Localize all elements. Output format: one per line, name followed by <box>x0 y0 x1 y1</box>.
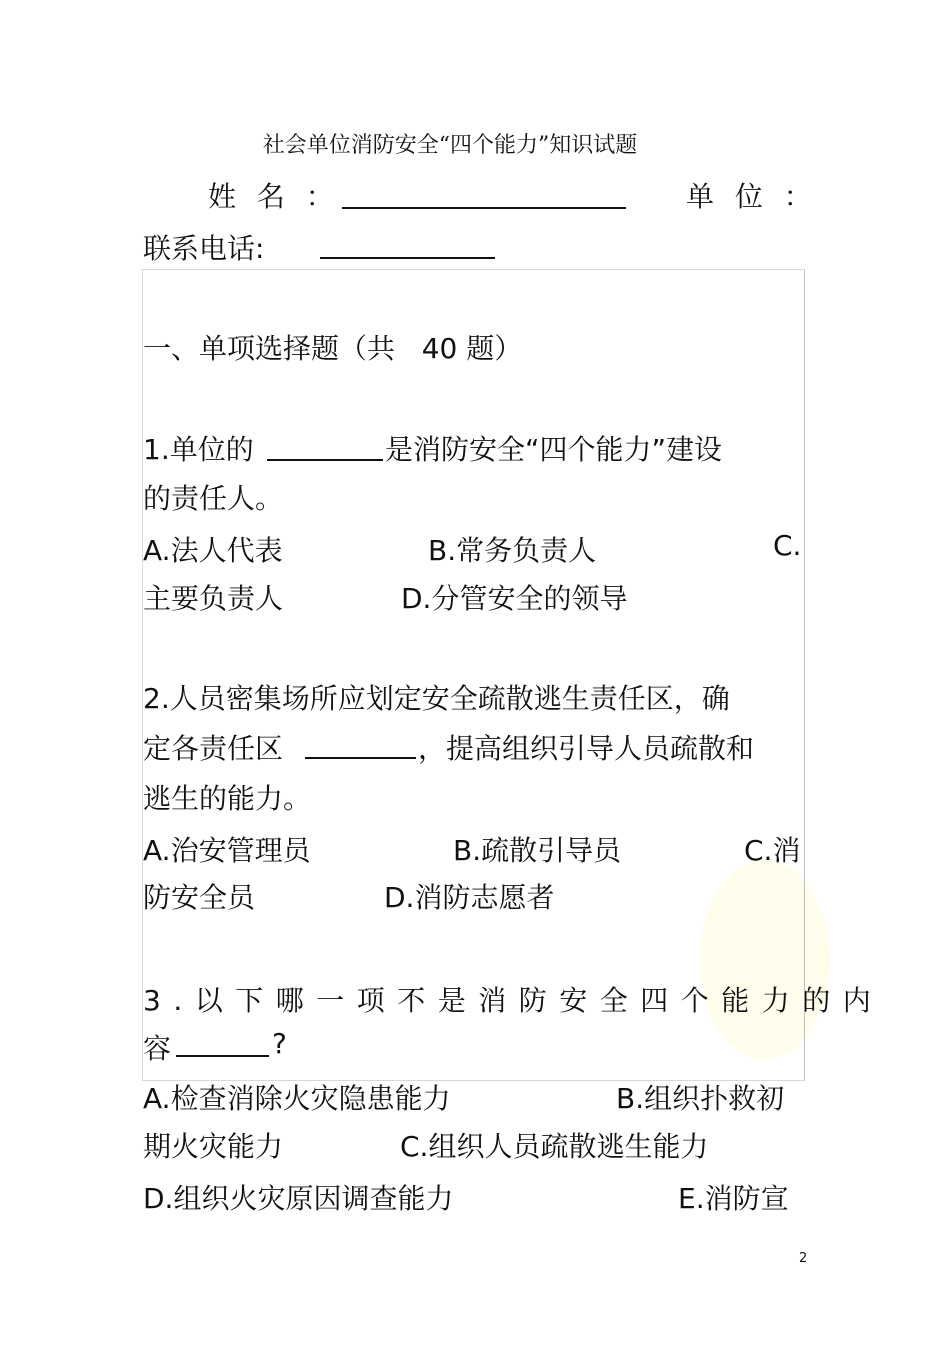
question-3-option-b-rest: 期火灾能力 <box>143 1130 284 1163</box>
name-blank <box>342 207 626 209</box>
question-3-option-b-prefix: B.组织扑救初 <box>616 1082 785 1115</box>
question-1-option-a: A.法人代表 <box>143 534 283 567</box>
question-2-option-b: B.疏散引导员 <box>453 834 622 867</box>
question-3-stem-part2: ? <box>272 1027 287 1060</box>
unit-label: 单 位 ： <box>686 180 818 213</box>
question-1-option-c-prefix: C. <box>773 529 802 562</box>
question-1-stem-part2: 是消防安全“四个能力”建设 <box>385 433 723 466</box>
question-1-stem-part1: 1.单位的 <box>143 433 254 466</box>
question-3-blank <box>176 1055 269 1057</box>
question-1-blank <box>267 459 383 461</box>
name-label: 姓 名 ： <box>208 180 340 213</box>
question-1-stem-line2: 的责任人。 <box>143 482 284 515</box>
question-2-stem-part1: 定各责任区 <box>143 732 284 765</box>
phone-label: 联系电话: <box>143 232 265 265</box>
question-3-stem-line1: 3.以下哪一项不是消防安全四个能力的内 <box>143 984 884 1017</box>
section-heading: 一、单项选择题（共 40 题） <box>143 332 523 365</box>
page-number: 2 <box>799 1251 808 1266</box>
question-3-option-a: A.检查消除火灾隐患能力 <box>143 1082 451 1115</box>
question-3-option-d: D.组织火灾原因调查能力 <box>143 1182 454 1215</box>
question-2-option-c-prefix: C.消 <box>744 834 801 867</box>
document-title: 社会单位消防安全“四个能力”知识试题 <box>262 133 638 158</box>
question-3-option-e-prefix: E.消防宣 <box>678 1182 789 1215</box>
question-3-stem-part1: 容 <box>143 1032 172 1065</box>
question-2-stem-part2: ，提高组织引导人员疏散和 <box>418 732 755 765</box>
content-frame <box>142 269 805 1081</box>
question-2-option-a: A.治安管理员 <box>143 834 311 867</box>
question-3-option-c: C.组织人员疏散逃生能力 <box>400 1130 709 1163</box>
question-2-blank <box>305 757 416 759</box>
question-1-option-c-rest: 主要负责人 <box>143 582 284 615</box>
question-2-option-c-rest: 防安全员 <box>143 881 256 914</box>
question-2-stem-line3: 逃生的能力。 <box>143 782 312 815</box>
question-2-stem-line1: 2.人员密集场所应划定安全疏散逃生责任区，确 <box>143 682 730 715</box>
phone-blank <box>320 257 495 259</box>
question-1-option-b: B.常务负责人 <box>428 534 597 567</box>
question-1-option-d: D.分管安全的领导 <box>401 582 628 615</box>
question-2-option-d: D.消防志愿者 <box>384 881 555 914</box>
